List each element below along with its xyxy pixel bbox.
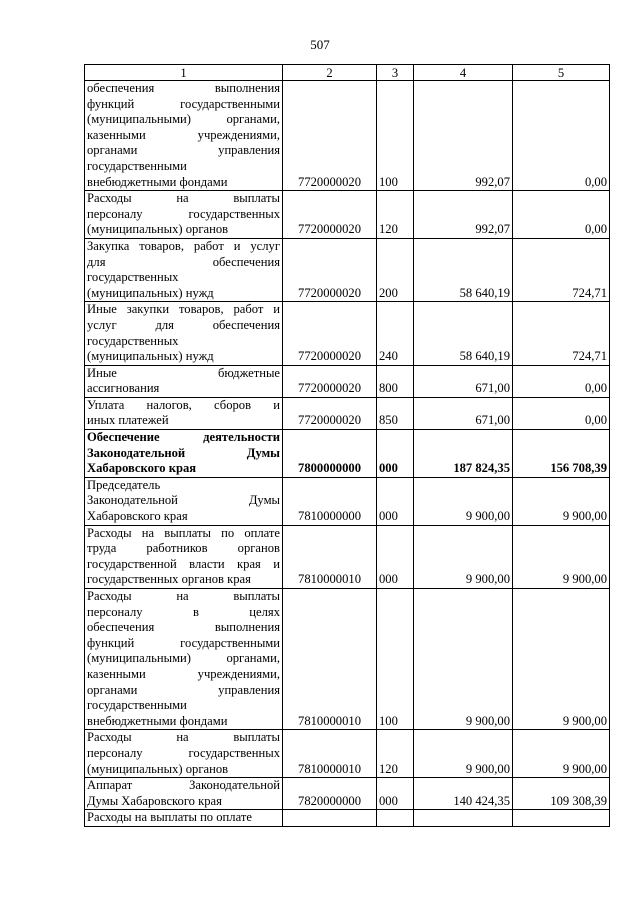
column-header-3: 3 [377, 65, 414, 81]
row-value-1: 671,00 [414, 397, 513, 429]
row-name-line: Уплата налогов, сборов и [87, 397, 280, 412]
row-value-1: 992,07 [414, 191, 513, 239]
row-code: 7800000000 [283, 430, 377, 478]
row-type: 100 [377, 589, 414, 730]
row-name-line: внебюджетными фондами [87, 713, 228, 728]
row-name-line: услуг для обеспечения [87, 317, 280, 332]
budget-table [84, 64, 610, 827]
row-type: 200 [377, 238, 414, 301]
row-name-line: Расходы на выплаты [87, 730, 280, 745]
table-body [85, 81, 610, 827]
row-code: 7720000020 [283, 302, 377, 365]
row-name-line: государственными [87, 158, 187, 173]
row-name-line: казенными учреждениями, [87, 127, 280, 142]
row-name-line: государственных [87, 333, 179, 348]
row-value-2: 0,00 [513, 397, 610, 429]
row-type: 000 [377, 477, 414, 525]
row-name [85, 430, 283, 478]
table-row [85, 778, 610, 810]
row-name-line: казенными учреждениями, [87, 666, 280, 681]
row-name-line: (муниципальных) органов [87, 222, 229, 237]
table-row [85, 589, 610, 730]
row-name-line: Расходы на выплаты по оплате [87, 810, 252, 825]
row-code: 7720000020 [283, 191, 377, 239]
row-code: 7810000010 [283, 589, 377, 730]
row-type: 000 [377, 778, 414, 810]
row-code: 7720000020 [283, 365, 377, 397]
row-value-1: 9 900,00 [414, 730, 513, 778]
row-value-1: 140 424,35 [414, 778, 513, 810]
row-type: 100 [377, 81, 414, 191]
row-name-line: обеспечения выполнения [87, 81, 280, 95]
row-name-line: Хабаровского края [87, 461, 197, 476]
row-type: 120 [377, 730, 414, 778]
row-name-line: Обеспечение деятельности [87, 430, 280, 445]
column-header-2: 2 [283, 65, 377, 81]
table-row [85, 191, 610, 239]
row-name-line: Закупка товаров, работ и услуг [87, 238, 280, 253]
row-value-2: 9 900,00 [513, 525, 610, 588]
row-type: 000 [377, 430, 414, 478]
row-code: 7820000000 [283, 778, 377, 810]
row-code: 7810000010 [283, 525, 377, 588]
table-row [85, 238, 610, 301]
table-row [85, 365, 610, 397]
row-name-line: Расходы на выплаты [87, 191, 280, 206]
column-header-4: 4 [414, 65, 513, 81]
row-code: 7720000020 [283, 81, 377, 191]
row-name [85, 302, 283, 365]
row-name [85, 778, 283, 810]
row-name-line: Расходы на выплаты по оплате [87, 525, 280, 540]
row-value-1: 187 824,35 [414, 430, 513, 478]
row-code: 7720000020 [283, 397, 377, 429]
row-value-2: 0,00 [513, 191, 610, 239]
row-name-line: государственной власти края и [87, 556, 280, 571]
row-value-2: 724,71 [513, 238, 610, 301]
row-name-line: Аппарат Законодательной [87, 778, 280, 793]
row-code: 7720000020 [283, 238, 377, 301]
row-name-line: труда работников органов [87, 541, 280, 556]
table-row [85, 730, 610, 778]
row-value-2: 9 900,00 [513, 477, 610, 525]
row-name [85, 397, 283, 429]
row-value-1: 992,07 [414, 81, 513, 191]
row-value-2: 9 900,00 [513, 589, 610, 730]
row-value-2: 0,00 [513, 365, 610, 397]
row-name-line: обеспечения выполнения [87, 620, 280, 635]
page-number: 507 [310, 37, 330, 52]
row-name-line: Законодательной Думы [87, 445, 280, 460]
row-value-1: 671,00 [414, 365, 513, 397]
table-row [85, 397, 610, 429]
row-name-line: внебюджетными фондами [87, 174, 228, 189]
row-name-line: Председатель [87, 477, 161, 492]
row-code [283, 810, 377, 827]
row-name-line: персоналу в целях [87, 604, 280, 619]
row-name-line: государственных [87, 270, 179, 285]
row-name-line: Законодательной Думы [87, 493, 280, 508]
row-type: 850 [377, 397, 414, 429]
row-type: 000 [377, 525, 414, 588]
row-value-2: 156 708,39 [513, 430, 610, 478]
row-name [85, 81, 283, 191]
row-name-line: (муниципальных) органов [87, 761, 229, 776]
row-code: 7810000000 [283, 477, 377, 525]
table-row [85, 477, 610, 525]
row-value-1 [414, 810, 513, 827]
row-name-line: (муниципальными) органами, [87, 112, 280, 127]
table-row [85, 430, 610, 478]
row-name-line: иных платежей [87, 413, 169, 428]
row-name [85, 589, 283, 730]
row-type: 120 [377, 191, 414, 239]
row-name [85, 365, 283, 397]
row-name [85, 525, 283, 588]
row-name-line: государственных органов края [87, 572, 251, 587]
row-name-line: функций государственными [87, 96, 280, 111]
row-name-line: (муниципальных) нужд [87, 349, 214, 364]
row-value-1: 58 640,19 [414, 238, 513, 301]
row-value-1: 58 640,19 [414, 302, 513, 365]
row-name-line: органами управления [87, 682, 280, 697]
row-name-line: персоналу государственных [87, 745, 280, 760]
row-name-line: Расходы на выплаты [87, 589, 280, 603]
row-name-line: Иные закупки товаров, работ и [87, 302, 280, 317]
row-name-line: органами управления [87, 143, 280, 158]
row-value-2: 0,00 [513, 81, 610, 191]
row-name-line: для обеспечения [87, 254, 280, 269]
table-row [85, 302, 610, 365]
table-row [85, 525, 610, 588]
row-name [85, 810, 283, 827]
row-name-line: ассигнования [87, 381, 160, 396]
row-value-2 [513, 810, 610, 827]
row-value-2: 9 900,00 [513, 730, 610, 778]
row-name-line: Хабаровского края [87, 509, 188, 524]
row-value-1: 9 900,00 [414, 589, 513, 730]
row-name-line: функций государственными [87, 635, 280, 650]
row-name [85, 238, 283, 301]
row-name-line: персоналу государственных [87, 206, 280, 221]
row-value-1: 9 900,00 [414, 525, 513, 588]
row-type [377, 810, 414, 827]
row-name-line: (муниципальными) органами, [87, 651, 280, 666]
row-name-line: (муниципальных) нужд [87, 285, 214, 300]
row-name-line: Думы Хабаровского края [87, 793, 222, 808]
row-name-line: государственными [87, 698, 187, 713]
row-code: 7810000010 [283, 730, 377, 778]
row-value-2: 109 308,39 [513, 778, 610, 810]
table-row [85, 81, 610, 191]
table-row [85, 810, 610, 827]
row-name [85, 730, 283, 778]
column-header-5: 5 [513, 65, 610, 81]
row-type: 240 [377, 302, 414, 365]
row-value-2: 724,71 [513, 302, 610, 365]
column-header-1: 1 [85, 65, 283, 81]
row-name [85, 477, 283, 525]
row-name [85, 191, 283, 239]
row-name-line: Иные бюджетные [87, 365, 280, 380]
row-type: 800 [377, 365, 414, 397]
row-value-1: 9 900,00 [414, 477, 513, 525]
table-header-row [85, 65, 610, 81]
